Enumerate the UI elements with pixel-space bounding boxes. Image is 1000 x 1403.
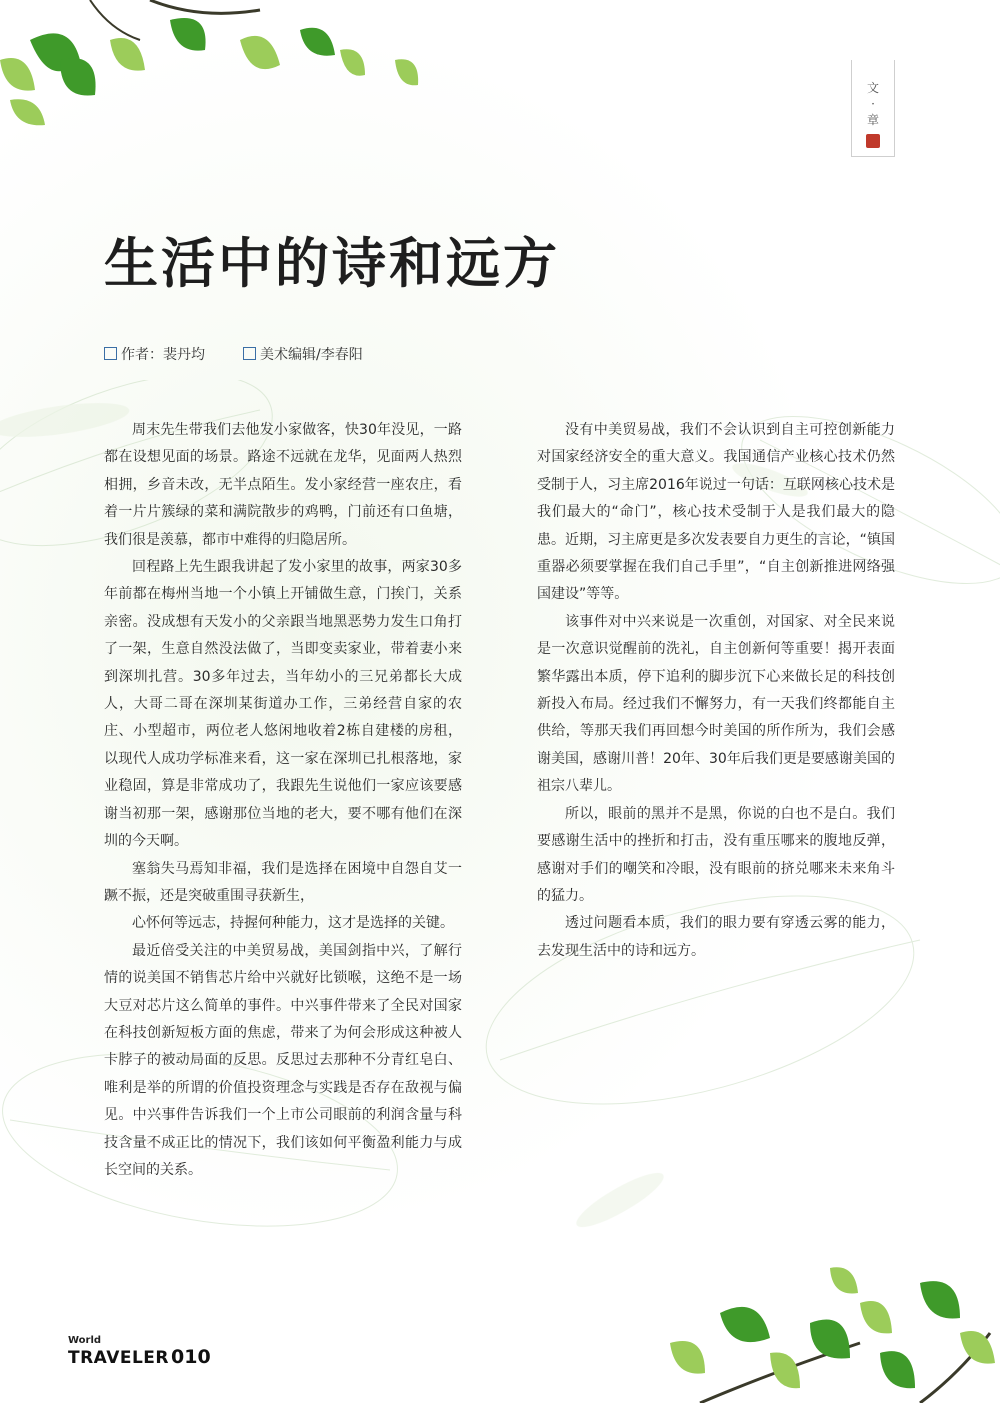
paragraph: 该事件对中兴来说是一次重创，对国家、对全民来说是一次意识觉醒前的洗礼，自主创新何等重要！揭开表面繁华露出本质，停下追利的脚步沉下心来做长足的科技创新投入布局。经过我们不懈努力，有一天我们终都能自主供给，等那天我们再回想今时美国的所作所为，我们会感谢美国，感谢川普！20年、30年后我们更是要感谢美国的祖宗八辈儿。 <box>537 613 895 795</box>
paragraph: 塞翁失马焉知非福，我们是选择在困境中自怨自艾一蹶不振，还是突破重围寻获新生， <box>104 860 462 904</box>
section-tab-dot: · <box>871 97 875 111</box>
page-footer <box>68 1336 211 1368</box>
paragraph: 心怀何等远志，持握何种能力，这才是选择的关键。 <box>132 915 454 932</box>
checkbox-square-icon <box>243 347 256 360</box>
footer-brand: TRAVELER <box>68 1348 169 1368</box>
byline-author <box>104 345 205 365</box>
article-title: 生活中的诗和远方 <box>104 232 560 295</box>
footer-world: World <box>68 1335 102 1346</box>
paragraph: 透过问题看本质，我们的眼力要有穿透云雾的能力，去发现生活中的诗和远方。 <box>537 915 895 959</box>
section-tab-char-2: 章 <box>866 113 879 127</box>
left-column <box>104 417 462 1184</box>
byline-editor <box>243 345 363 365</box>
editor-text: 美术编辑/李春阳 <box>260 347 363 363</box>
author-text: 作者：裴丹均 <box>121 347 205 363</box>
section-tab-char-1: 文 <box>866 81 879 95</box>
page-number: 010 <box>171 1346 211 1368</box>
paragraph: 最近倍受关注的中美贸易战，美国剑指中兴，了解行情的说美国不销售芯片给中兴就好比锁喉，这绝不是一场大豆对芯片这么简单的事件。中兴事件带来了全民对国家在科技创新短板方面的焦虑，带来了为何会形成这种被人卡脖子的被动局面的反思。反思过去那种不分青红皂白、唯利是举的所谓的价值投资理念与实践是否存在敌视与偏见。中兴事件告诉我们一个上市公司眼前的利润含量与科技含量不成正比的情况下，我们该如何平衡盈利能力与成长空间的关系。 <box>104 942 462 1178</box>
right-column <box>537 417 895 965</box>
paragraph: 回程路上先生跟我讲起了发小家里的故事，两家30多年前都在梅州当地一个小镇上开铺做生意，门挨门，关系亲密。没成想有天发小的父亲跟当地黑恶势力发生口角打了一架，生意自然没法做了，当即变卖家业，带着妻小来到深圳扎营。30多年过去，当年幼小的三兄弟都长大成人，大哥二哥在深圳某街道办工作，三弟经营自家的农庄、小型超市，两位老人悠闲地收着2栋自建楼的房租，以现代人成功学标准来看，这一家在深圳已扎根落地，家业稳固，算是非常成功了，我跟先生说他们一家应该要感谢当初那一架，感谢那位当地的老大，要不哪有他们在深圳的今天啊。 <box>104 559 462 850</box>
top-left-leaves-decoration <box>0 0 430 130</box>
paragraph: 周末先生带我们去他发小家做客，快30年没见，一路都在设想见面的场景。路途不远就在龙华，见面两人热烈相拥，乡音未改，无半点陌生。发小家经营一座农庄，看着一片片簇绿的菜和满院散步的鸡鸭，门前还有口鱼塘，我们很是羡慕，都市中难得的归隐居所。 <box>104 422 462 548</box>
section-tab <box>851 60 895 157</box>
paragraph: 没有中美贸易战，我们不会认识到自主可控创新能力对国家经济安全的重大意义。我国通信产业核心技术仍然受制于人，习主席2016年说过一句话：互联网核心技术是我们最大的“命门”，核心技术受制于人是我们最大的隐患。近期，习主席更是多次发表要自力更生的言论，“镇国重器必须要掌握在我们自己手里”，“自主创新推进网络强国建设”等等。 <box>537 422 895 603</box>
bottom-right-leaves-decoration <box>660 1263 1000 1403</box>
checkbox-square-icon <box>104 347 117 360</box>
red-seal-icon <box>866 134 880 148</box>
paragraph: 所以，眼前的黑并不是黑，你说的白也不是白。我们要感谢生活中的挫折和打击，没有重压哪来的腹地反弹，感谢对手们的嘲笑和冷眼，没有眼前的挤兑哪来未来角斗的猛力。 <box>537 805 895 904</box>
